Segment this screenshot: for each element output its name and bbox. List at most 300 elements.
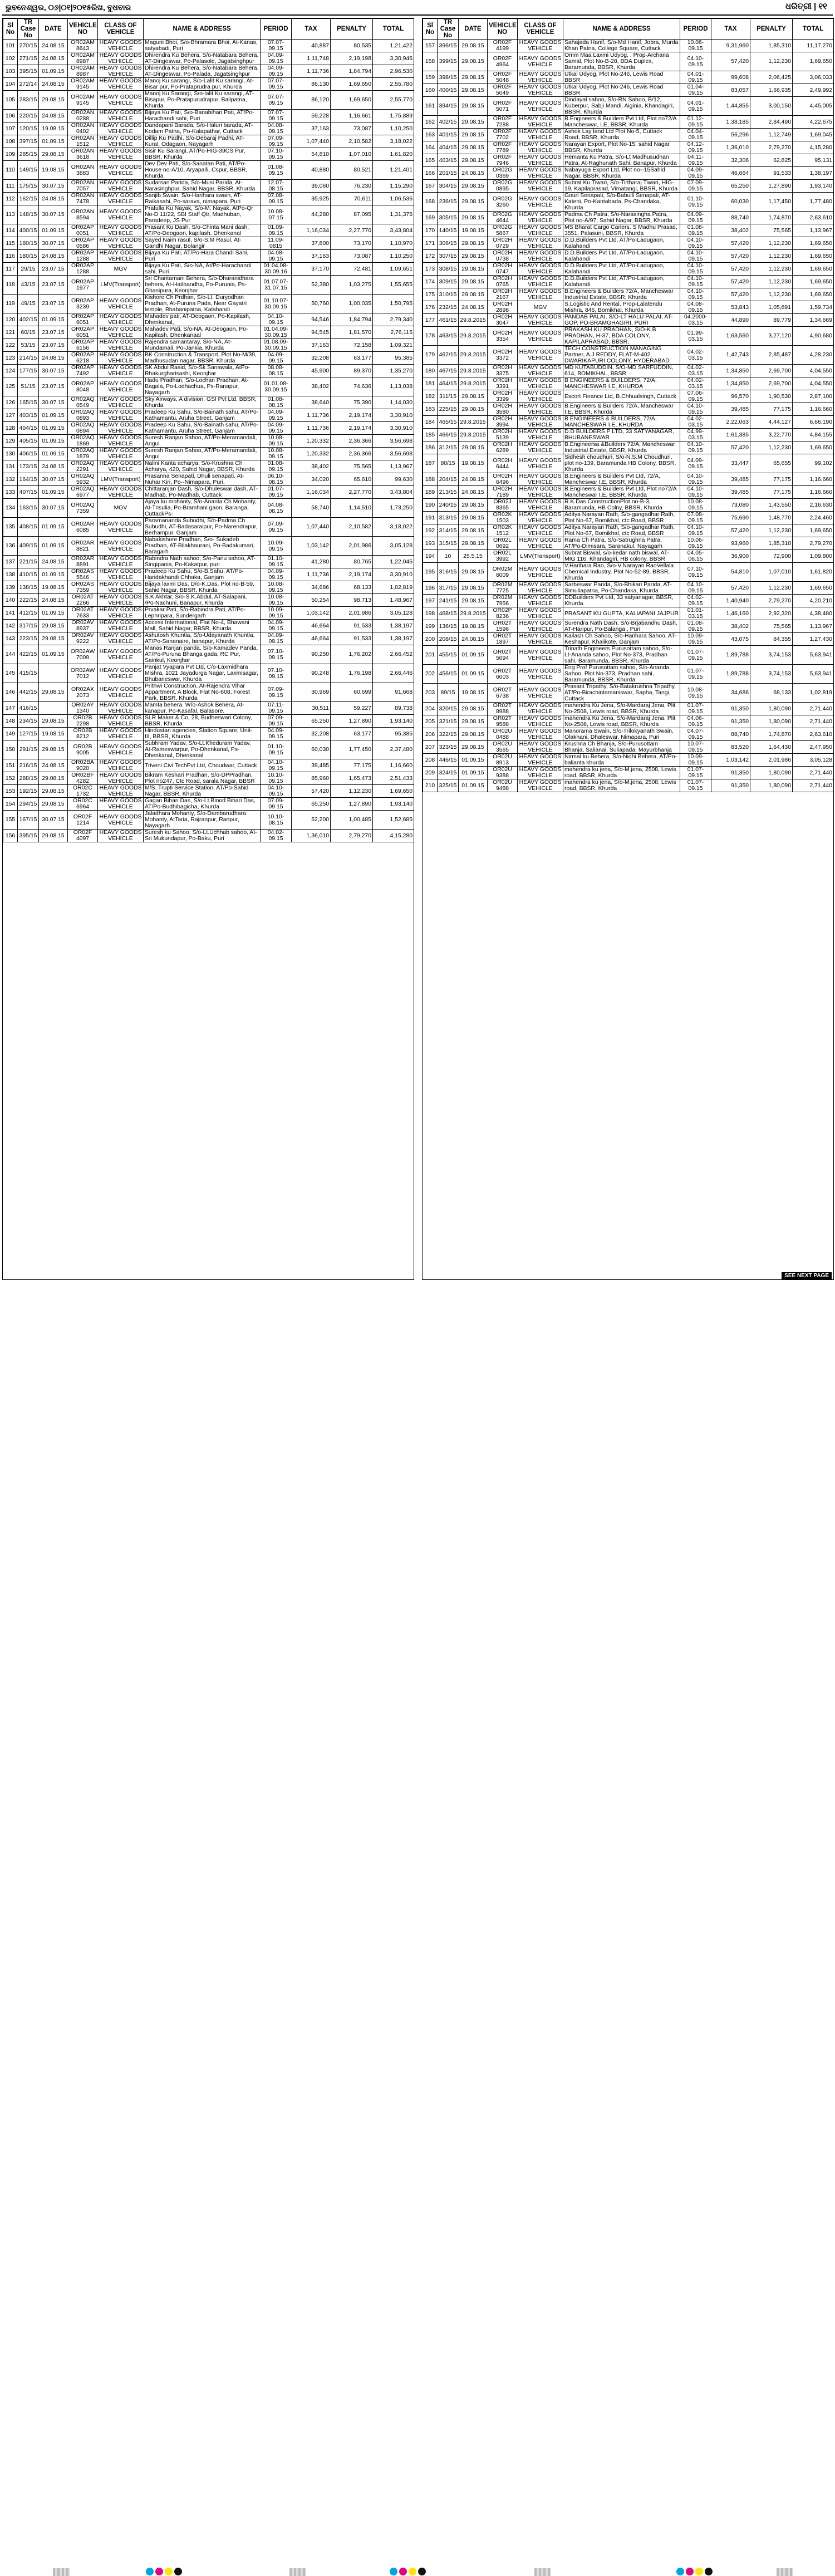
penalty-cell: 2,01,986 (331, 607, 373, 620)
vehicle-class-cell: HEAVY GOODS VEHICLE (98, 486, 144, 499)
date-cell: 29.08.15 (459, 154, 488, 167)
vehicle-class-cell: HEAVY GOODS VEHICLE (98, 740, 144, 759)
name-address-cell: B.Engineers & Builders Pvt Ltd, Plot no72/A Mancheswar I.E, BBSR, Khurda (563, 486, 680, 499)
total-cell: 1,21,401 (373, 161, 414, 180)
vehicle-no-cell: OR02F 7288 (488, 116, 518, 129)
date-cell: 01.09.15 (39, 568, 68, 581)
table-row (3, 409, 414, 422)
serial-cell: 196 (423, 582, 438, 595)
total-cell: 3,06,033 (793, 71, 834, 84)
vehicle-no-cell: OR02F 4199 (488, 40, 518, 52)
serial-cell: 116 (3, 250, 18, 263)
table-row (423, 263, 834, 276)
total-cell: 89,738 (373, 702, 414, 715)
penalty-cell: 1,12,230 (750, 276, 793, 288)
name-address-cell: Kailash Ch Sahoo, S/o-Harihara Sahoo, AT-Keshapur, Khalikote, Ganjam (563, 633, 680, 646)
vehicle-class-cell: HEAVY GOODS VEHICLE (518, 390, 563, 403)
serial-cell: 101 (3, 40, 18, 52)
name-address-cell: R.K.Das ConstructionPlot no-B-3, Baramunda, HB Colny, BBSR, Khurda (563, 499, 680, 512)
date-cell: 01.09.15 (459, 767, 488, 779)
vehicle-class-cell: HEAVY GOODS VEHICLE (518, 167, 563, 180)
vehicle-no-cell: OR02AV 8937 (68, 620, 98, 632)
table-row (3, 110, 414, 122)
penalty-cell: 2,27,770 (331, 224, 373, 237)
period-cell: 10.09-09.15 (261, 537, 292, 556)
serial-cell: 173 (423, 263, 438, 276)
name-address-cell: Paramananda Subudhi, S/o-Padma Ch Subudhi, AT-Badasaraipur, Po-Narendrapur, Berhampur, Ganjam (144, 518, 261, 537)
total-cell: 1,13,967 (373, 460, 414, 473)
tax-cell: 37,163 (292, 122, 331, 135)
period-cell: 07.09-09.15 (261, 518, 292, 537)
serial-cell: 133 (3, 486, 18, 499)
vehicle-class-cell: HEAVY GOODS VEHICLE (518, 607, 563, 620)
period-cell: 04.06-09.15 (680, 715, 711, 728)
total-cell: 1,06,536 (373, 193, 414, 205)
black-dot (418, 2568, 426, 2575)
case-no-cell: 317/15 (18, 620, 39, 632)
table-row (423, 129, 834, 141)
penalty-cell: 3,22,770 (750, 429, 793, 441)
penalty-cell: 89,779 (750, 314, 793, 327)
tax-cell: 38,402 (292, 377, 331, 396)
serial-cell: 178 (423, 327, 438, 346)
table-row (3, 594, 414, 607)
name-address-cell: B.Engineers & Builders Pvt Ltd, Plot no72/A Mancheswar, I.E, BBSR, Khurda (563, 116, 680, 129)
vehicle-no-cell: OR02H 3399 (488, 390, 518, 403)
vehicle-no-cell: OR02H 6496 (488, 473, 518, 486)
case-no-cell: 234/15 (18, 715, 39, 728)
vehicle-no-cell: OR02AQ 5932 (68, 473, 98, 486)
penalty-cell: 65,610 (331, 473, 373, 486)
name-address-cell: B ENGINEERS & BUILDERS, 72/A, MANCHESWAR I.E, KHURDA (563, 416, 680, 429)
name-address-cell: M/S. Trupti Service Station, AT/Po-Sahid Nagar, BBSR, Khurda (144, 785, 261, 798)
name-address-cell: Padma Ch Patra, S/o-Narasingha Patra, Plot no-A/97, Sahid Nagar, BBSR, Khurda (563, 212, 680, 224)
tax-cell: 94,546 (292, 313, 331, 326)
penalty-cell: 98,713 (331, 594, 373, 607)
case-no-cell: 43/15 (18, 276, 39, 295)
tax-cell: 1,38,185 (711, 116, 750, 129)
table-row (3, 40, 414, 52)
period-cell: 07.11-09.15 (261, 702, 292, 715)
serial-cell: 181 (423, 377, 438, 390)
period-cell: 04.10-09.15 (680, 441, 711, 454)
name-address-cell: Prasanna Senapati, Dhuli senapati. At-Nuhar Kiri, Po--Nimapara, Puri. (144, 473, 261, 486)
date-cell: 23.07.15 (39, 339, 68, 352)
case-no-cell: 316/15 (438, 563, 459, 582)
total-cell: 2,96,530 (373, 65, 414, 78)
penalty-cell: 75,565 (331, 460, 373, 473)
serial-cell: 113 (3, 205, 18, 224)
name-address-cell: Aditya Narayan Rath, S/o-gangadhar Rath, Plot No-67, Bomikhal, ctc Road, BBSR (563, 524, 680, 537)
penalty-cell: 76,230 (331, 180, 373, 193)
period-cell: 07.09-09.15 (261, 798, 292, 811)
total-cell: 95,131 (793, 154, 834, 167)
vehicle-class-cell: HEAVY GOODS VEHICLE (518, 454, 563, 473)
tax-cell: 38,402 (292, 460, 331, 473)
serial-cell: 122 (3, 339, 18, 352)
total-cell: 2,55,770 (373, 91, 414, 110)
date-cell: 24.08.15 (459, 167, 488, 180)
tax-cell: 57,420 (711, 237, 750, 250)
date-cell: 01.09.15 (459, 665, 488, 684)
serial-cell: 160 (423, 84, 438, 97)
tax-cell: 59,228 (292, 110, 331, 122)
vehicle-class-cell: HEAVY GOODS VEHICLE (518, 633, 563, 646)
vehicle-class-cell: MGV (518, 301, 563, 314)
vehicle-no-cell: OR02H 5139 (488, 429, 518, 441)
total-cell: 1,55,655 (373, 276, 414, 295)
date-cell: 24.08.15 (39, 40, 68, 52)
table-row (3, 798, 414, 811)
vehicle-class-cell: HEAVY GOODS VEHICLE (98, 811, 144, 830)
table-row (423, 154, 834, 167)
table-row (423, 40, 834, 52)
tax-cell: 1,07,440 (292, 135, 331, 148)
name-address-cell: Prasant Tripathy, S/o-Batakrushna Tripathy, AT/Po-Birachintamaniswar, Sapha, Tangi, Cuttack (563, 684, 680, 703)
tax-cell: 1,44,855 (711, 97, 750, 116)
total-cell: 2,51,433 (373, 772, 414, 785)
case-no-cell: 309/15 (438, 276, 459, 288)
period-cell: 04.10-09.15 (680, 582, 711, 595)
table-row (423, 52, 834, 71)
vehicle-class-cell: HEAVY GOODS VEHICLE (98, 594, 144, 607)
vehicle-no-cell: OR02AS 5546 (68, 568, 98, 581)
serial-cell: 164 (423, 141, 438, 154)
table-row (3, 499, 414, 518)
vehicle-no-cell: OR02G 0895 (488, 180, 518, 193)
penalty-cell: 1,80,090 (750, 767, 793, 779)
total-cell: 1,50,795 (373, 295, 414, 313)
period-cell: 07.09-09.15 (680, 180, 711, 193)
penalty-cell: 1,84,794 (331, 313, 373, 326)
vehicle-class-cell: HEAVY GOODS VEHICLE (98, 798, 144, 811)
table-row (423, 71, 834, 84)
table-row (423, 728, 834, 741)
serial-cell: 124 (3, 365, 18, 377)
name-address-cell: Dhirendra Ku Behera, S/o-Natabara Behera, AT-Dingeswar, Po-Palasole, Jagatsinghpur (144, 52, 261, 65)
vehicle-no-cell: OR02T 6003 (488, 665, 518, 684)
case-no-cell: 405/15 (18, 435, 39, 448)
date-cell: 29.8.2015 (459, 365, 488, 377)
tax-cell: 91,350 (711, 715, 750, 728)
vehicle-class-cell: HEAVY GOODS VEHICLE (98, 377, 144, 396)
penalty-cell: 75,390 (331, 396, 373, 409)
serial-cell: 199 (423, 620, 438, 633)
table-row (423, 429, 834, 441)
tax-cell: 86,120 (292, 91, 331, 110)
case-no-cell: 127/15 (18, 728, 39, 740)
total-cell: 3,56,698 (373, 435, 414, 448)
tax-cell: 91,350 (711, 767, 750, 779)
table-row (423, 563, 834, 582)
case-no-cell: 173/15 (18, 460, 39, 473)
vehicle-no-cell: OR02AQ 0893 (68, 409, 98, 422)
name-address-cell: Ashutosh Khuntia, S/o-Udayanath Khuntia, AT/Po-Sananaire, banapur, Khurda (144, 632, 261, 645)
penalty-cell: 1,12,749 (750, 129, 793, 141)
name-address-cell: Ajaya ku mohanty, S/o-Ananta Ch Mohanty, At-Trisulia, Po-Bramhani gaon, Baranga, CuttackPs- (144, 499, 261, 518)
table-row (3, 295, 414, 313)
tax-cell: 91,350 (711, 779, 750, 792)
total-cell: 1,22,045 (373, 556, 414, 568)
date-cell: 29.08.15 (459, 441, 488, 454)
page-header (2, 0, 833, 14)
name-address-cell: MD KUTABUDDIN, S/O-MD SARFUDDIN, 614, BOMIKHAL, BBSR (563, 365, 680, 377)
table-row (3, 65, 414, 78)
period-cell: 04.04-09.15 (680, 129, 711, 141)
name-address-cell: Nalini Kanta acharya, S/o-Krushna Ch Acharya, 420, Sahid Nagar, BBSR, Khurda (144, 460, 261, 473)
vehicle-no-cell: OR02AP 6051 (68, 313, 98, 326)
date-cell: 29.08.15 (459, 390, 488, 403)
total-cell: 1,16,660 (793, 473, 834, 486)
date-cell: 30.07.15 (39, 811, 68, 830)
penalty-cell: 60,699 (331, 683, 373, 702)
total-cell: 4,22,675 (793, 116, 834, 129)
table-row (3, 473, 414, 486)
date-cell: 29.08.15 (459, 116, 488, 129)
table-row (3, 352, 414, 365)
serial-cell: 203 (423, 684, 438, 703)
period-cell: 04.08-08.15 (261, 499, 292, 518)
penalty-cell: 2,01,986 (331, 537, 373, 556)
period-cell: 04.09-09.15 (261, 632, 292, 645)
column-header: VEHICLE NO (488, 19, 518, 40)
table-row (3, 78, 414, 91)
period-cell: 10.06-09.15 (680, 40, 711, 52)
period-cell: 10.10-08.15 (261, 811, 292, 830)
period-cell: 07.10-09.15 (261, 664, 292, 683)
table-row (3, 785, 414, 798)
name-address-cell: Krushna Ch Bhanja, S/o-Purusottam Bhanja, Salianai, Suliapada, Mayurbhanja (563, 741, 680, 754)
tax-cell: 75,690 (711, 512, 750, 524)
table-row (3, 180, 414, 193)
cyan-dot (676, 2568, 684, 2575)
serial-cell: 168 (423, 193, 438, 212)
total-cell: 5,63,941 (793, 646, 834, 665)
date-cell: 29.08.15 (459, 703, 488, 715)
penalty-cell: 1,48,770 (750, 512, 793, 524)
vehicle-class-cell: HEAVY GOODS VEHICLE (518, 767, 563, 779)
penalty-cell: 1,12,230 (750, 441, 793, 454)
name-address-cell: Nabayuga Export Ltd, Plot no--15Sahid Nagar, BBSR, Khurda (563, 167, 680, 180)
column-header: NAME & ADDRESS (563, 19, 680, 40)
name-address-cell: Rama Ch Patra, S/o-Satrughna Patra, AT/Po-Dimisara, Saranakul, Nayagarh (563, 537, 680, 550)
tax-cell: 1,34,850 (711, 365, 750, 377)
penalty-cell: 1,74,870 (750, 728, 793, 741)
period-cell: 04.10-09.15 (680, 486, 711, 499)
vehicle-no-cell: OR02B 8212 (68, 728, 98, 740)
table-row (3, 632, 414, 645)
date-cell: 19.08.15 (459, 454, 488, 473)
vehicle-no-cell: OR02AN 7478 (68, 193, 98, 205)
serial-cell: 179 (423, 346, 438, 365)
total-cell: 2,76,115 (373, 326, 414, 339)
vehicle-class-cell: HEAVY GOODS VEHICLE (98, 135, 144, 148)
vehicle-class-cell: HEAVY GOODS VEHICLE (98, 148, 144, 161)
penalty-cell: 91,533 (331, 632, 373, 645)
penalty-cell: 72,900 (750, 550, 793, 563)
penalty-cell: 68,133 (750, 684, 793, 703)
case-no-cell: 285/15 (18, 148, 39, 161)
serial-cell: 180 (423, 365, 438, 377)
period-cell: 04.02-09.15 (261, 830, 292, 842)
tax-cell: 30,969 (292, 683, 331, 702)
date-cell: 24.08.15 (39, 52, 68, 65)
case-no-cell: 399/15 (438, 52, 459, 71)
date-cell: 01.09.15 (459, 646, 488, 665)
table-row (423, 84, 834, 97)
case-no-cell: 415/15 (18, 664, 39, 683)
name-address-cell: Dindayal sahoo, S/o-RN Sahoo, B/12, Kuberpur, Sabji Mandi, Aiginia, Khandagiri, BBSR, Khurda (563, 97, 680, 116)
period-cell: 04.02-03.15 (680, 377, 711, 390)
vehicle-no-cell: OR02H 0729 (488, 237, 518, 250)
penalty-cell: 2,69,700 (750, 365, 793, 377)
penalty-cell: 2,27,770 (331, 486, 373, 499)
case-no-cell: 136/15 (438, 620, 459, 633)
table-row (3, 396, 414, 409)
vehicle-no-cell: OR02T 6738 (488, 684, 518, 703)
serial-cell: 132 (3, 473, 18, 486)
vehicle-no-cell: OR02BF 4282 (68, 772, 98, 785)
table-row (423, 684, 834, 703)
case-no-cell: 416/15 (18, 702, 39, 715)
tax-cell: 1,20,332 (292, 448, 331, 460)
period-cell: 01.07-09.15 (261, 486, 292, 499)
period-cell: 04.01-09.15 (680, 71, 711, 84)
penalty-cell: 75,565 (750, 620, 793, 633)
penalty-cell: 1,12,230 (750, 288, 793, 301)
serial-cell: 137 (3, 556, 18, 568)
vehicle-class-cell: HEAVY GOODS VEHICLE (518, 684, 563, 703)
date-cell: 01.09.15 (39, 518, 68, 537)
date-cell: 29.08.15 (459, 403, 488, 416)
tax-cell: 2,22,063 (711, 416, 750, 429)
total-cell: 1,13,038 (373, 377, 414, 396)
tax-cell: 50,760 (292, 295, 331, 313)
case-no-cell: 49/15 (18, 295, 39, 313)
date-cell: 29.08.15 (459, 52, 488, 71)
serial-cell: 148 (3, 715, 18, 728)
tax-cell: 36,900 (711, 550, 750, 563)
date-cell: 23.07.15 (39, 276, 68, 295)
total-cell: 1,69,650 (373, 785, 414, 798)
table-row (423, 390, 834, 403)
table-row (423, 314, 834, 327)
tax-cell: 41,280 (292, 556, 331, 568)
tax-cell: 54,810 (292, 148, 331, 161)
vehicle-no-cell: OR02AS 7359 (68, 581, 98, 594)
tax-cell: 65,250 (292, 798, 331, 811)
name-address-cell: Mahadev Pati, S/o-NA, At-Deogaon, Po-Kapilash, Dhenkanaal (144, 326, 261, 339)
period-cell: 07.09-09.15 (261, 683, 292, 702)
date-cell: 29.08.15 (459, 212, 488, 224)
table-row (423, 595, 834, 607)
name-address-cell: Bijaya laxmi Das, D/o-K.Das, Plot no-B-59, Sahid Nagar, BBSR, Khurda (144, 581, 261, 594)
date-cell: 24.08.15 (459, 486, 488, 499)
date-cell: 01.09.15 (39, 65, 68, 78)
total-cell: 1,69,045 (793, 129, 834, 141)
period-cell: 04.11-09.15 (680, 154, 711, 167)
case-no-cell: 140/15 (438, 224, 459, 237)
name-address-cell: Sanjib Swain, S/o-Harihara swain, AT-Raikasahi, Po-sarava, nimapara, Puri (144, 193, 261, 205)
period-cell: 04.10-09.15 (680, 288, 711, 301)
vehicle-class-cell: HEAVY GOODS VEHICLE (518, 665, 563, 684)
table-row (423, 779, 834, 792)
vehicle-no-cell: OR02AM 8987 (68, 52, 98, 65)
table-row (3, 460, 414, 473)
vehicle-no-cell: OR02U 9488 (488, 779, 518, 792)
period-cell: 04.09-09.15 (261, 620, 292, 632)
case-no-cell: 175/15 (18, 180, 39, 193)
period-cell: 04.99-03.15 (680, 429, 711, 441)
serial-cell: 145 (3, 664, 18, 683)
name-address-cell: V.Harihara Rao, S/o-V.Narayan RaoVellala Chemical Industry, Plot No-52-89, BBSR, Khurda (563, 563, 680, 582)
vehicle-no-cell: OR02U 0488 (488, 728, 518, 741)
vehicle-no-cell: OR02H 2898 (488, 301, 518, 314)
table-row (3, 263, 414, 276)
case-no-cell: 220/15 (18, 110, 39, 122)
case-no-cell: 325/15 (438, 779, 459, 792)
tax-cell: 1,11,736 (292, 568, 331, 581)
table-row (3, 52, 414, 65)
vehicle-no-cell: OR02AQ 1869 (68, 435, 98, 448)
total-cell: 4,84,155 (793, 429, 834, 441)
period-cell: 11.09-0815 (261, 237, 292, 250)
case-no-cell: 456/15 (438, 665, 459, 684)
tax-cell: 32,306 (711, 154, 750, 167)
period-cell: 07.07-09.15 (261, 40, 292, 52)
serial-cell: 131 (3, 460, 18, 473)
serial-cell: 204 (423, 703, 438, 715)
total-cell: 4,04,550 (793, 365, 834, 377)
vehicle-class-cell: HEAVY GOODS VEHICLE (518, 327, 563, 346)
name-address-cell: Mahadev pati, AT-Deogaon, Po-Kapilash, Dhenkanal, (144, 313, 261, 326)
serial-cell: 165 (423, 154, 438, 167)
table-row (423, 141, 834, 154)
vehicle-no-cell: OR02H 2167 (488, 288, 518, 301)
table-row (423, 524, 834, 537)
total-cell: 1,13,967 (793, 620, 834, 633)
serial-cell: 169 (423, 212, 438, 224)
total-cell: 4,15,280 (793, 141, 834, 154)
period-cell: 07.10-09.15 (261, 645, 292, 664)
total-cell: 1,69,650 (793, 52, 834, 71)
serial-cell: 166 (423, 167, 438, 180)
case-no-cell: 306/15 (438, 237, 459, 250)
tax-cell: 40,887 (292, 40, 331, 52)
penalty-cell: 84,355 (750, 633, 793, 646)
date-cell: 29.08.15 (459, 537, 488, 550)
penalty-cell: 1,17,450 (750, 193, 793, 212)
serial-cell: 109 (3, 148, 18, 161)
total-cell: 2,71,440 (793, 779, 834, 792)
tax-cell: 40,880 (292, 161, 331, 180)
tax-cell: 65,250 (711, 180, 750, 193)
table-row (3, 664, 414, 683)
case-no-cell: 403/15 (18, 409, 39, 422)
date-cell: 24.08.15 (459, 473, 488, 486)
period-cell: 04.01-09.15 (680, 97, 711, 116)
tax-cell: 94,545 (292, 326, 331, 339)
column-header: Sl No (423, 19, 438, 40)
vehicle-class-cell: HEAVY GOODS VEHICLE (518, 537, 563, 550)
vehicle-class-cell: HEAVY GOODS VEHICLE (98, 78, 144, 91)
total-cell: 6,66,190 (793, 416, 834, 429)
total-cell: 1,21,422 (373, 40, 414, 52)
serial-cell: 156 (3, 830, 18, 842)
vehicle-class-cell: LMV(Transport) (518, 550, 563, 563)
tax-cell: 1,03,142 (292, 607, 331, 620)
vehicle-class-cell: HEAVY GOODS VEHICLE (518, 524, 563, 537)
